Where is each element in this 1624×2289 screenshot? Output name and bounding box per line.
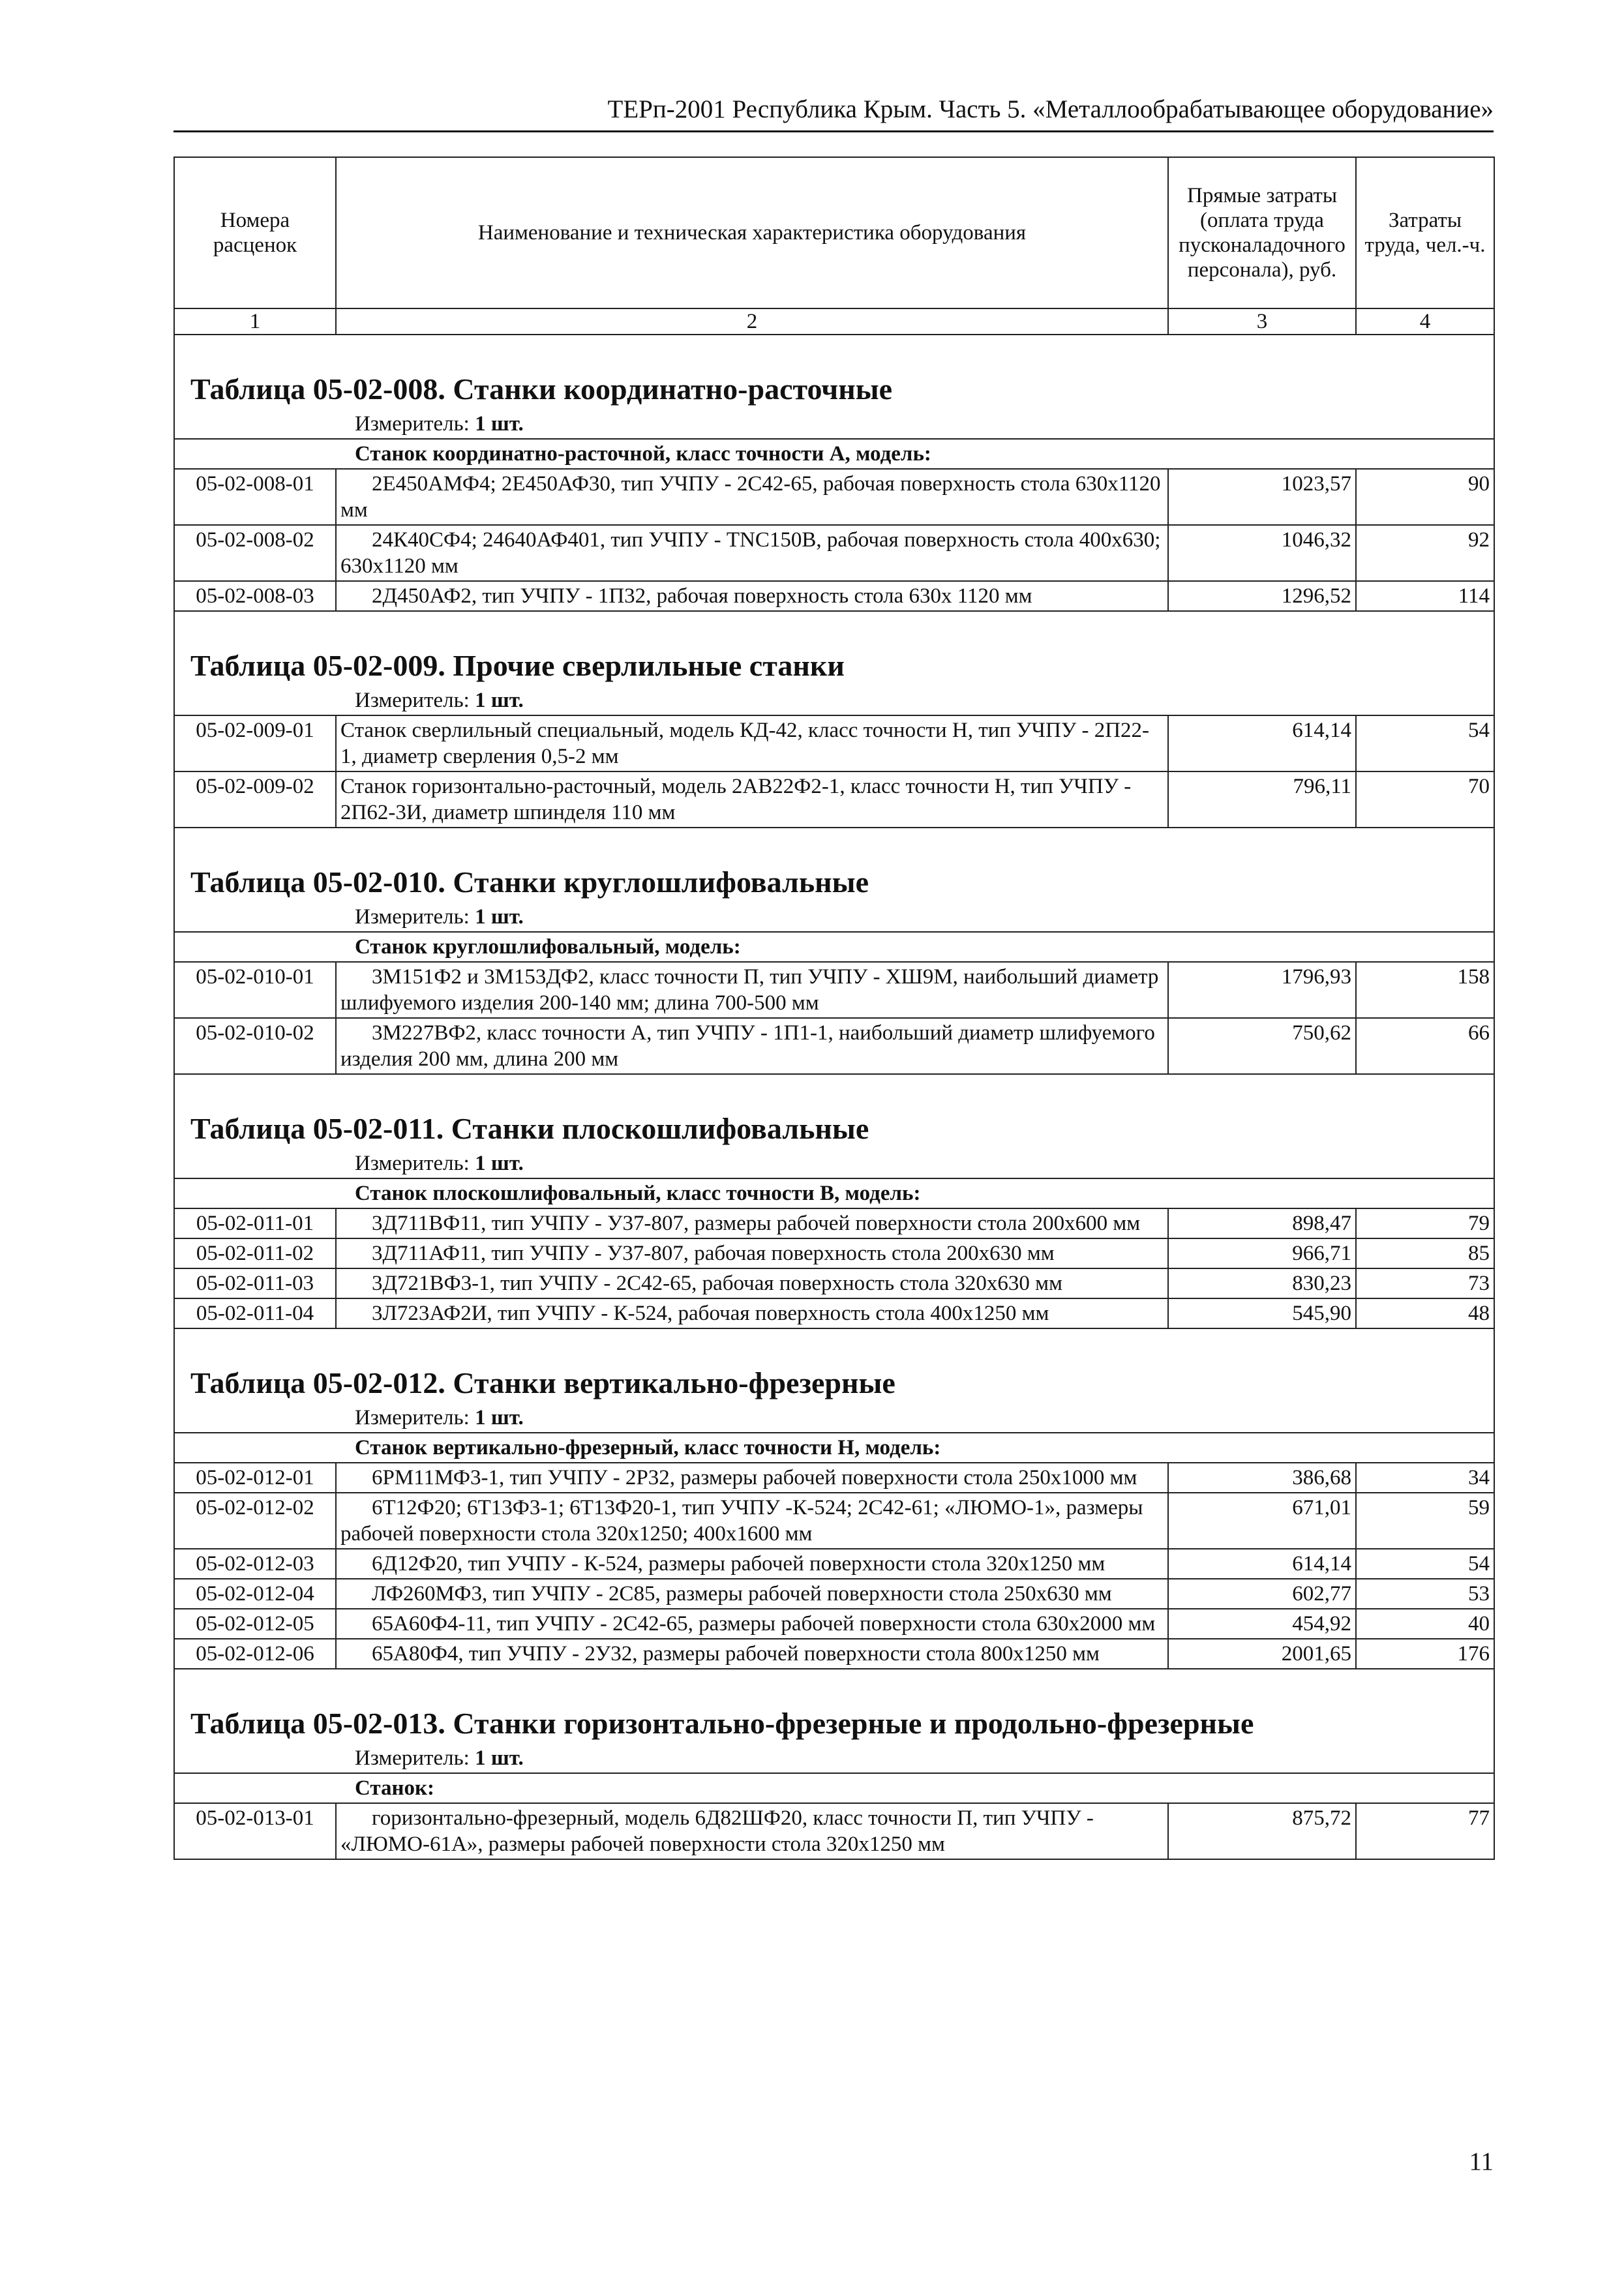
equipment-description: 6Д12Ф20, тип УЧПУ - К-524, размеры рабочей поверхности стола 320х1250 мм (336, 1549, 1168, 1579)
section-title-row (174, 1669, 1494, 1744)
equipment-description: 65А60Ф4-11, тип УЧПУ - 2С42-65, размеры рабочей поверхности стола 630х2000 мм (336, 1609, 1168, 1639)
direct-cost: 1296,52 (1168, 581, 1356, 611)
rate-code: 05-02-009-02 (174, 771, 336, 828)
labor-hours: 40 (1356, 1609, 1494, 1639)
direct-cost: 830,23 (1168, 1268, 1356, 1298)
measure-cell (174, 686, 1494, 715)
page-number: 11 (1469, 2147, 1494, 2176)
direct-cost: 796,11 (1168, 771, 1356, 828)
measure-unit: 1 шт. (475, 905, 524, 929)
equipment-description: 3М227ВФ2, класс точности А, тип УЧПУ - 1П1-1, наибольший диаметр шлифуемого изделия 200 мм, длина 200 мм (336, 1018, 1168, 1074)
labor-hours: 70 (1356, 771, 1494, 828)
group-header-row (174, 1773, 1494, 1803)
labor-hours: 53 (1356, 1579, 1494, 1609)
rate-code: 05-02-011-02 (174, 1238, 336, 1268)
price-table-body (174, 157, 1494, 1859)
table-row (174, 1208, 1494, 1238)
measure-label: Измеритель: (355, 1152, 470, 1175)
labor-hours: 54 (1356, 715, 1494, 771)
rate-code: 05-02-013-01 (174, 1803, 336, 1859)
section-title-row (174, 1328, 1494, 1403)
direct-cost: 614,14 (1168, 715, 1356, 771)
table-row (174, 1018, 1494, 1074)
direct-cost: 614,14 (1168, 1549, 1356, 1579)
direct-cost: 898,47 (1168, 1208, 1356, 1238)
equipment-description: 3Д721ВФ3-1, тип УЧПУ - 2С42-65, рабочая поверхность стола 320х630 мм (336, 1268, 1168, 1298)
labor-hours: 90 (1356, 469, 1494, 525)
equipment-description: горизонтально-фрезерный, модель 6Д82ШФ20, класс точности П, тип УЧПУ - «ЛЮМО-61А», размеры рабочей поверхности стола 320х1250 мм (336, 1803, 1168, 1859)
measure-unit: 1 шт. (475, 412, 524, 436)
labor-hours: 158 (1356, 962, 1494, 1018)
measure-label: Измеритель: (355, 1406, 470, 1429)
labor-hours: 85 (1356, 1238, 1494, 1268)
measure-cell (174, 1403, 1494, 1433)
direct-cost: 386,68 (1168, 1463, 1356, 1493)
section-title-row (174, 611, 1494, 686)
direct-cost: 454,92 (1168, 1609, 1356, 1639)
direct-cost: 966,71 (1168, 1238, 1356, 1268)
equipment-description: 3Л723АФ2И, тип УЧПУ - К-524, рабочая поверхность стола 400х1250 мм (336, 1298, 1168, 1328)
direct-cost: 671,01 (1168, 1493, 1356, 1549)
rate-code: 05-02-012-02 (174, 1493, 336, 1549)
section-title: Таблица 05-02-009. Прочие сверлильные станки (190, 649, 845, 682)
column-header-description: Наименование и техническая характеристика оборудования (336, 157, 1168, 308)
table-row (174, 771, 1494, 828)
equipment-description: 2Е450АМФ4; 2Е450АФ30, тип УЧПУ - 2С42-65, рабочая поверхность стола 630х1120 мм (336, 469, 1168, 525)
equipment-description: Станок горизонтально-расточный, модель 2АВ22Ф2-1, класс точности Н, тип УЧПУ - 2П62-3И, диаметр шпинделя 110 мм (336, 771, 1168, 828)
rate-code: 05-02-011-03 (174, 1268, 336, 1298)
equipment-description: 3М151Ф2 и 3М153ДФ2, класс точности П, тип УЧПУ - ХШ9М, наибольший диаметр шлифуемого изделия 200-140 мм; длина 700-500 мм (336, 962, 1168, 1018)
labor-hours: 59 (1356, 1493, 1494, 1549)
group-header: Станок координатно-расточной, класс точности А, модель: (174, 439, 1494, 469)
rate-code: 05-02-012-04 (174, 1579, 336, 1609)
section-title: Таблица 05-02-011. Станки плоскошлифовальные (190, 1112, 869, 1145)
table-row (174, 1268, 1494, 1298)
labor-hours: 92 (1356, 525, 1494, 581)
table-row (174, 1298, 1494, 1328)
section-title-cell (174, 335, 1494, 410)
group-header-row (174, 439, 1494, 469)
rate-code: 05-02-011-01 (174, 1208, 336, 1238)
section-title: Таблица 05-02-010. Станки круглошлифовальные (190, 865, 869, 899)
measure-unit: 1 шт. (475, 1152, 524, 1175)
labor-hours: 77 (1356, 1803, 1494, 1859)
equipment-description: Станок сверлильный специальный, модель КД-42, класс точности Н, тип УЧПУ - 2П22-1, диаметр сверления 0,5-2 мм (336, 715, 1168, 771)
table-row (174, 1463, 1494, 1493)
section-title-cell (174, 1328, 1494, 1403)
rate-code: 05-02-012-01 (174, 1463, 336, 1493)
measure-unit: 1 шт. (475, 1746, 524, 1770)
group-header: Станок плоскошлифовальный, класс точности В, модель: (174, 1178, 1494, 1208)
table-row (174, 715, 1494, 771)
rate-code: 05-02-010-01 (174, 962, 336, 1018)
measure-row (174, 1149, 1494, 1178)
direct-cost: 1046,32 (1168, 525, 1356, 581)
measure-row (174, 686, 1494, 715)
measure-unit: 1 шт. (475, 1406, 524, 1429)
column-number: 1 (174, 308, 336, 335)
labor-hours: 114 (1356, 581, 1494, 611)
direct-cost: 875,72 (1168, 1803, 1356, 1859)
equipment-description: 24К40СФ4; 24640АФ401, тип УЧПУ - TNC150B, рабочая поверхность стола 400х630; 630х1120 мм (336, 525, 1168, 581)
column-header-code: Номера расценок (174, 157, 336, 308)
column-header-labor: Затраты труда, чел.-ч. (1356, 157, 1494, 308)
direct-cost: 2001,65 (1168, 1639, 1356, 1669)
column-number-row (174, 308, 1494, 335)
direct-cost: 750,62 (1168, 1018, 1356, 1074)
rate-code: 05-02-009-01 (174, 715, 336, 771)
rate-code: 05-02-008-03 (174, 581, 336, 611)
rate-code: 05-02-012-05 (174, 1609, 336, 1639)
section-title-cell (174, 1669, 1494, 1744)
measure-cell (174, 903, 1494, 932)
measure-row (174, 410, 1494, 439)
table-row (174, 1579, 1494, 1609)
table-row (174, 581, 1494, 611)
table-header-row (174, 157, 1494, 308)
table-row (174, 1238, 1494, 1268)
section-title-cell (174, 1074, 1494, 1149)
rate-code: 05-02-008-01 (174, 469, 336, 525)
direct-cost: 1023,57 (1168, 469, 1356, 525)
labor-hours: 34 (1356, 1463, 1494, 1493)
table-row (174, 525, 1494, 581)
section-title-cell (174, 828, 1494, 903)
equipment-description: 3Д711АФ11, тип УЧПУ - У37-807, рабочая поверхность стола 200х630 мм (336, 1238, 1168, 1268)
measure-label: Измеритель: (355, 689, 470, 712)
group-header: Станок: (174, 1773, 1494, 1803)
table-row (174, 1803, 1494, 1859)
labor-hours: 73 (1356, 1268, 1494, 1298)
section-title-row (174, 828, 1494, 903)
equipment-description: 2Д450АФ2, тип УЧПУ - 1П32, рабочая поверхность стола 630х 1120 мм (336, 581, 1168, 611)
measure-label: Измеритель: (355, 1746, 470, 1770)
group-header-row (174, 932, 1494, 962)
rate-code: 05-02-011-04 (174, 1298, 336, 1328)
labor-hours: 54 (1356, 1549, 1494, 1579)
section-title-row (174, 1074, 1494, 1149)
labor-hours: 79 (1356, 1208, 1494, 1238)
group-header-row (174, 1433, 1494, 1463)
group-header-row (174, 1178, 1494, 1208)
rate-code: 05-02-010-02 (174, 1018, 336, 1074)
section-title: Таблица 05-02-013. Станки горизонтально-фрезерные и продольно-фрезерные (190, 1707, 1254, 1740)
group-header: Станок круглошлифовальный, модель: (174, 932, 1494, 962)
section-title: Таблица 05-02-012. Станки вертикально-фрезерные (190, 1366, 895, 1399)
equipment-description: 3Д711ВФ11, тип УЧПУ - У37-807, размеры рабочей поверхности стола 200х600 мм (336, 1208, 1168, 1238)
measure-row (174, 1403, 1494, 1433)
table-row (174, 962, 1494, 1018)
labor-hours: 66 (1356, 1018, 1494, 1074)
table-row (174, 1639, 1494, 1669)
measure-label: Измеритель: (355, 412, 470, 436)
measure-cell (174, 1744, 1494, 1773)
measure-unit: 1 шт. (475, 689, 524, 712)
column-header-direct-costs: Прямые затраты (оплата труда пусконаладочного персонала), руб. (1168, 157, 1356, 308)
table-row (174, 1493, 1494, 1549)
section-title: Таблица 05-02-008. Станки координатно-расточные (190, 372, 893, 406)
direct-cost: 602,77 (1168, 1579, 1356, 1609)
rate-code: 05-02-012-06 (174, 1639, 336, 1669)
column-number: 4 (1356, 308, 1494, 335)
section-title-cell (174, 611, 1494, 686)
table-row (174, 1609, 1494, 1639)
page-header: ТЕРп-2001 Республика Крым. Часть 5. «Металлообрабатывающее оборудование» (173, 91, 1494, 132)
measure-row (174, 903, 1494, 932)
direct-cost: 1796,93 (1168, 962, 1356, 1018)
equipment-description: 6Т12Ф20; 6Т13Ф3-1; 6Т13Ф20-1, тип УЧПУ -К-524; 2С42-61; «ЛЮМО-1», размеры рабочей поверхности стола 320х1250; 400х1600 мм (336, 1493, 1168, 1549)
direct-cost: 545,90 (1168, 1298, 1356, 1328)
table-row (174, 469, 1494, 525)
labor-hours: 176 (1356, 1639, 1494, 1669)
measure-label: Измеритель: (355, 905, 470, 929)
group-header: Станок вертикально-фрезерный, класс точности Н, модель: (174, 1433, 1494, 1463)
equipment-description: 6РМ11МФ3-1, тип УЧПУ - 2Р32, размеры рабочей поверхности стола 250х1000 мм (336, 1463, 1168, 1493)
measure-cell (174, 410, 1494, 439)
equipment-description: ЛФ260МФ3, тип УЧПУ - 2С85, размеры рабочей поверхности стола 250х630 мм (336, 1579, 1168, 1609)
price-table (173, 157, 1495, 1860)
column-number: 2 (336, 308, 1168, 335)
column-number: 3 (1168, 308, 1356, 335)
measure-cell (174, 1149, 1494, 1178)
section-title-row (174, 335, 1494, 410)
rate-code: 05-02-008-02 (174, 525, 336, 581)
rate-code: 05-02-012-03 (174, 1549, 336, 1579)
table-row (174, 1549, 1494, 1579)
labor-hours: 48 (1356, 1298, 1494, 1328)
measure-row (174, 1744, 1494, 1773)
equipment-description: 65А80Ф4, тип УЧПУ - 2У32, размеры рабочей поверхности стола 800х1250 мм (336, 1639, 1168, 1669)
